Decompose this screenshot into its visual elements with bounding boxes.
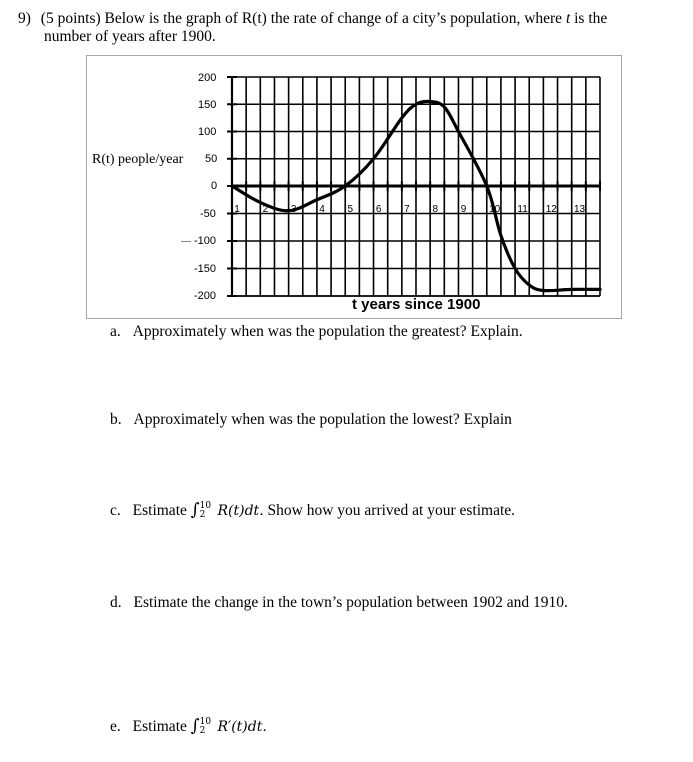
- integral-lower: 2: [199, 510, 206, 521]
- y-tick-label: 200: [198, 72, 217, 84]
- part-e-label: e.: [110, 718, 121, 735]
- part-e-integrand: R′(t)dt.: [217, 719, 267, 735]
- part-a-text: Approximately when was the population the greatest? Explain.: [132, 323, 523, 340]
- part-c: [110, 500, 515, 520]
- part-d-label: d.: [110, 594, 122, 611]
- part-c-label: c.: [110, 502, 121, 519]
- x-tick-label: 13: [574, 204, 586, 215]
- part-b-label: b.: [110, 411, 122, 428]
- y-tick-label: -200: [194, 290, 217, 302]
- question-number: 9): [18, 10, 31, 27]
- question-points: (5 points): [40, 10, 101, 27]
- y-tick-label: 100: [198, 126, 217, 138]
- x-tick-label: 4: [319, 204, 325, 215]
- x-tick-label: 10: [489, 204, 501, 215]
- integral-upper: 10: [199, 501, 212, 512]
- x-tick-label: 3: [290, 204, 297, 215]
- x-tick-label: 5: [347, 204, 354, 215]
- y-tick-label: 0: [211, 180, 218, 192]
- part-b: [110, 411, 512, 429]
- part-c-integrand: R(t)dt.: [217, 503, 264, 519]
- question-line-2: number of years after 1900.: [44, 28, 216, 45]
- question-variable: t: [565, 10, 571, 27]
- integral-upper: 10: [199, 717, 212, 728]
- part-c-text: Show how you arrived at your estimate.: [267, 502, 516, 519]
- x-axis-title: t years since 1900: [352, 296, 481, 313]
- x-tick-label: 12: [545, 204, 557, 215]
- x-tick-label: 1: [234, 204, 240, 215]
- chart-plot: [0, 0, 693, 330]
- y-tick-label: 50: [205, 153, 218, 165]
- question-text-2: the rate of change of a city’s population, where: [270, 10, 563, 27]
- y-tick-label: -50: [200, 208, 216, 220]
- part-e-prefix: Estimate: [132, 718, 187, 735]
- x-tick-label: 6: [375, 204, 382, 215]
- x-tick-label: 7: [404, 204, 410, 215]
- x-tick-label: 11: [517, 204, 528, 215]
- part-d: [110, 594, 568, 612]
- question-text-3: is the: [574, 10, 608, 27]
- question-function: R(t): [241, 10, 267, 27]
- y-tick-label: -100: [194, 235, 217, 247]
- part-d-text: Estimate the change in the town’s population between 1902 and 1910.: [133, 594, 568, 611]
- integral-sign: ∫: [190, 500, 200, 520]
- question-text-1: Below is the graph of: [104, 10, 238, 27]
- y-axis-title: R(t) people/year: [92, 152, 184, 167]
- y-tick-label: 150: [198, 99, 217, 111]
- part-a: [110, 323, 523, 341]
- part-c-prefix: Estimate: [132, 502, 187, 519]
- part-a-label: a.: [110, 323, 121, 340]
- part-b-text: Approximately when was the population the lowest? Explain: [133, 411, 512, 428]
- x-tick-label: 9: [460, 204, 467, 215]
- integral-lower: 2: [199, 726, 206, 737]
- x-tick-label: 8: [432, 204, 439, 215]
- integral-sign: ∫: [190, 716, 200, 736]
- y-tick-label: -150: [194, 263, 217, 275]
- x-tick-label: 2: [262, 204, 269, 215]
- part-e: [110, 716, 267, 736]
